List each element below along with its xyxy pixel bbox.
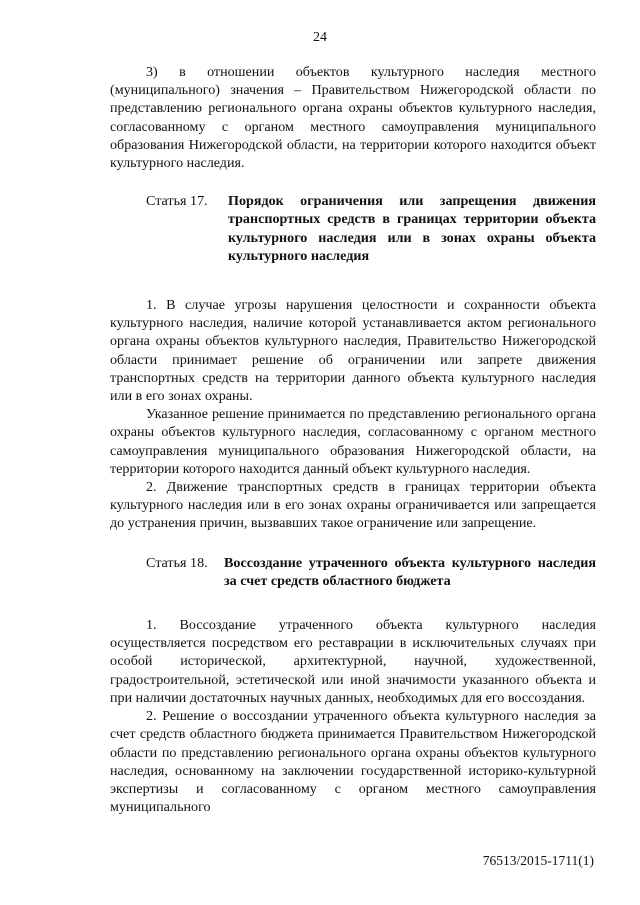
article-18-label: Статья 18. — [146, 554, 208, 571]
article-18-paragraph: 2. Решение о воссоздании утраченного объекта культурного наследия за счет средств областного бюджета принимается Правительством Нижегородской области по представлению регионального органа охраны объектов культурного наследия, основанному на заключении государственной историко-культурной экспертизы и согласованному с органом местного самоуправления муниципального — [110, 708, 596, 816]
paragraph-intro: 3) в отношении объектов культурного наследия местного (муниципального) значения – Правительством Нижегородской области по представлению регионального органа охраны объектов культурного наследия, согласованному с органом местного самоуправления муниципального образования Нижегородской области, на территории которого находится объект культурного наследия. — [110, 64, 596, 172]
article-17-label: Статья 17. — [146, 193, 208, 210]
page-number: 24 — [313, 30, 327, 45]
article-18-heading — [110, 554, 596, 590]
article-17-paragraph: Указанное решение принимается по представлению регионального органа охраны объектов культурного наследия, согласованному с органом местного самоуправления муниципального образования Нижегородской области, на территории которого находится данный объект культурного наследия. — [110, 406, 596, 477]
article-17-paragraph: 2. Движение транспортных средств в границах территории объекта культурного наследия или в его зонах охраны ограничивается или запрещается до устранения причин, вызвавших такое ограничение или запрещение. — [110, 479, 596, 532]
article-17-paragraph: 1. В случае угрозы нарушения целостности и сохранности объекта культурного наследия, наличие которой устанавливается актом регионального органа охраны объектов культурного наследия, Правительство Нижегородской области принимает решение об ограничении или запрете движения транспортных средств на территории данного объекта культурного наследия или в его зонах охраны. — [110, 297, 596, 405]
document-body — [110, 63, 596, 816]
article-17-title: Порядок ограничения или запрещения движения транспортных средств в границах территории объекта культурного наследия или в зонах охраны объекта культурного наследия — [228, 193, 596, 264]
document-registration-code: 76513/2015-1711(1) — [482, 853, 594, 868]
article-18-title: Воссоздание утраченного объекта культурного наследия за счет средств областного бюджета — [224, 554, 596, 589]
article-18-paragraph: 1. Воссоздание утраченного объекта культурного наследия осуществляется посредством его реставрации в исключительных случаях при особой исторической, архитектурной, научной, художественной, градостроительной, эстетической или иной значимости указанного объекта и при наличии достаточных научных данных, необходимых для его воссоздания. — [110, 617, 596, 706]
article-17-heading — [110, 192, 596, 265]
